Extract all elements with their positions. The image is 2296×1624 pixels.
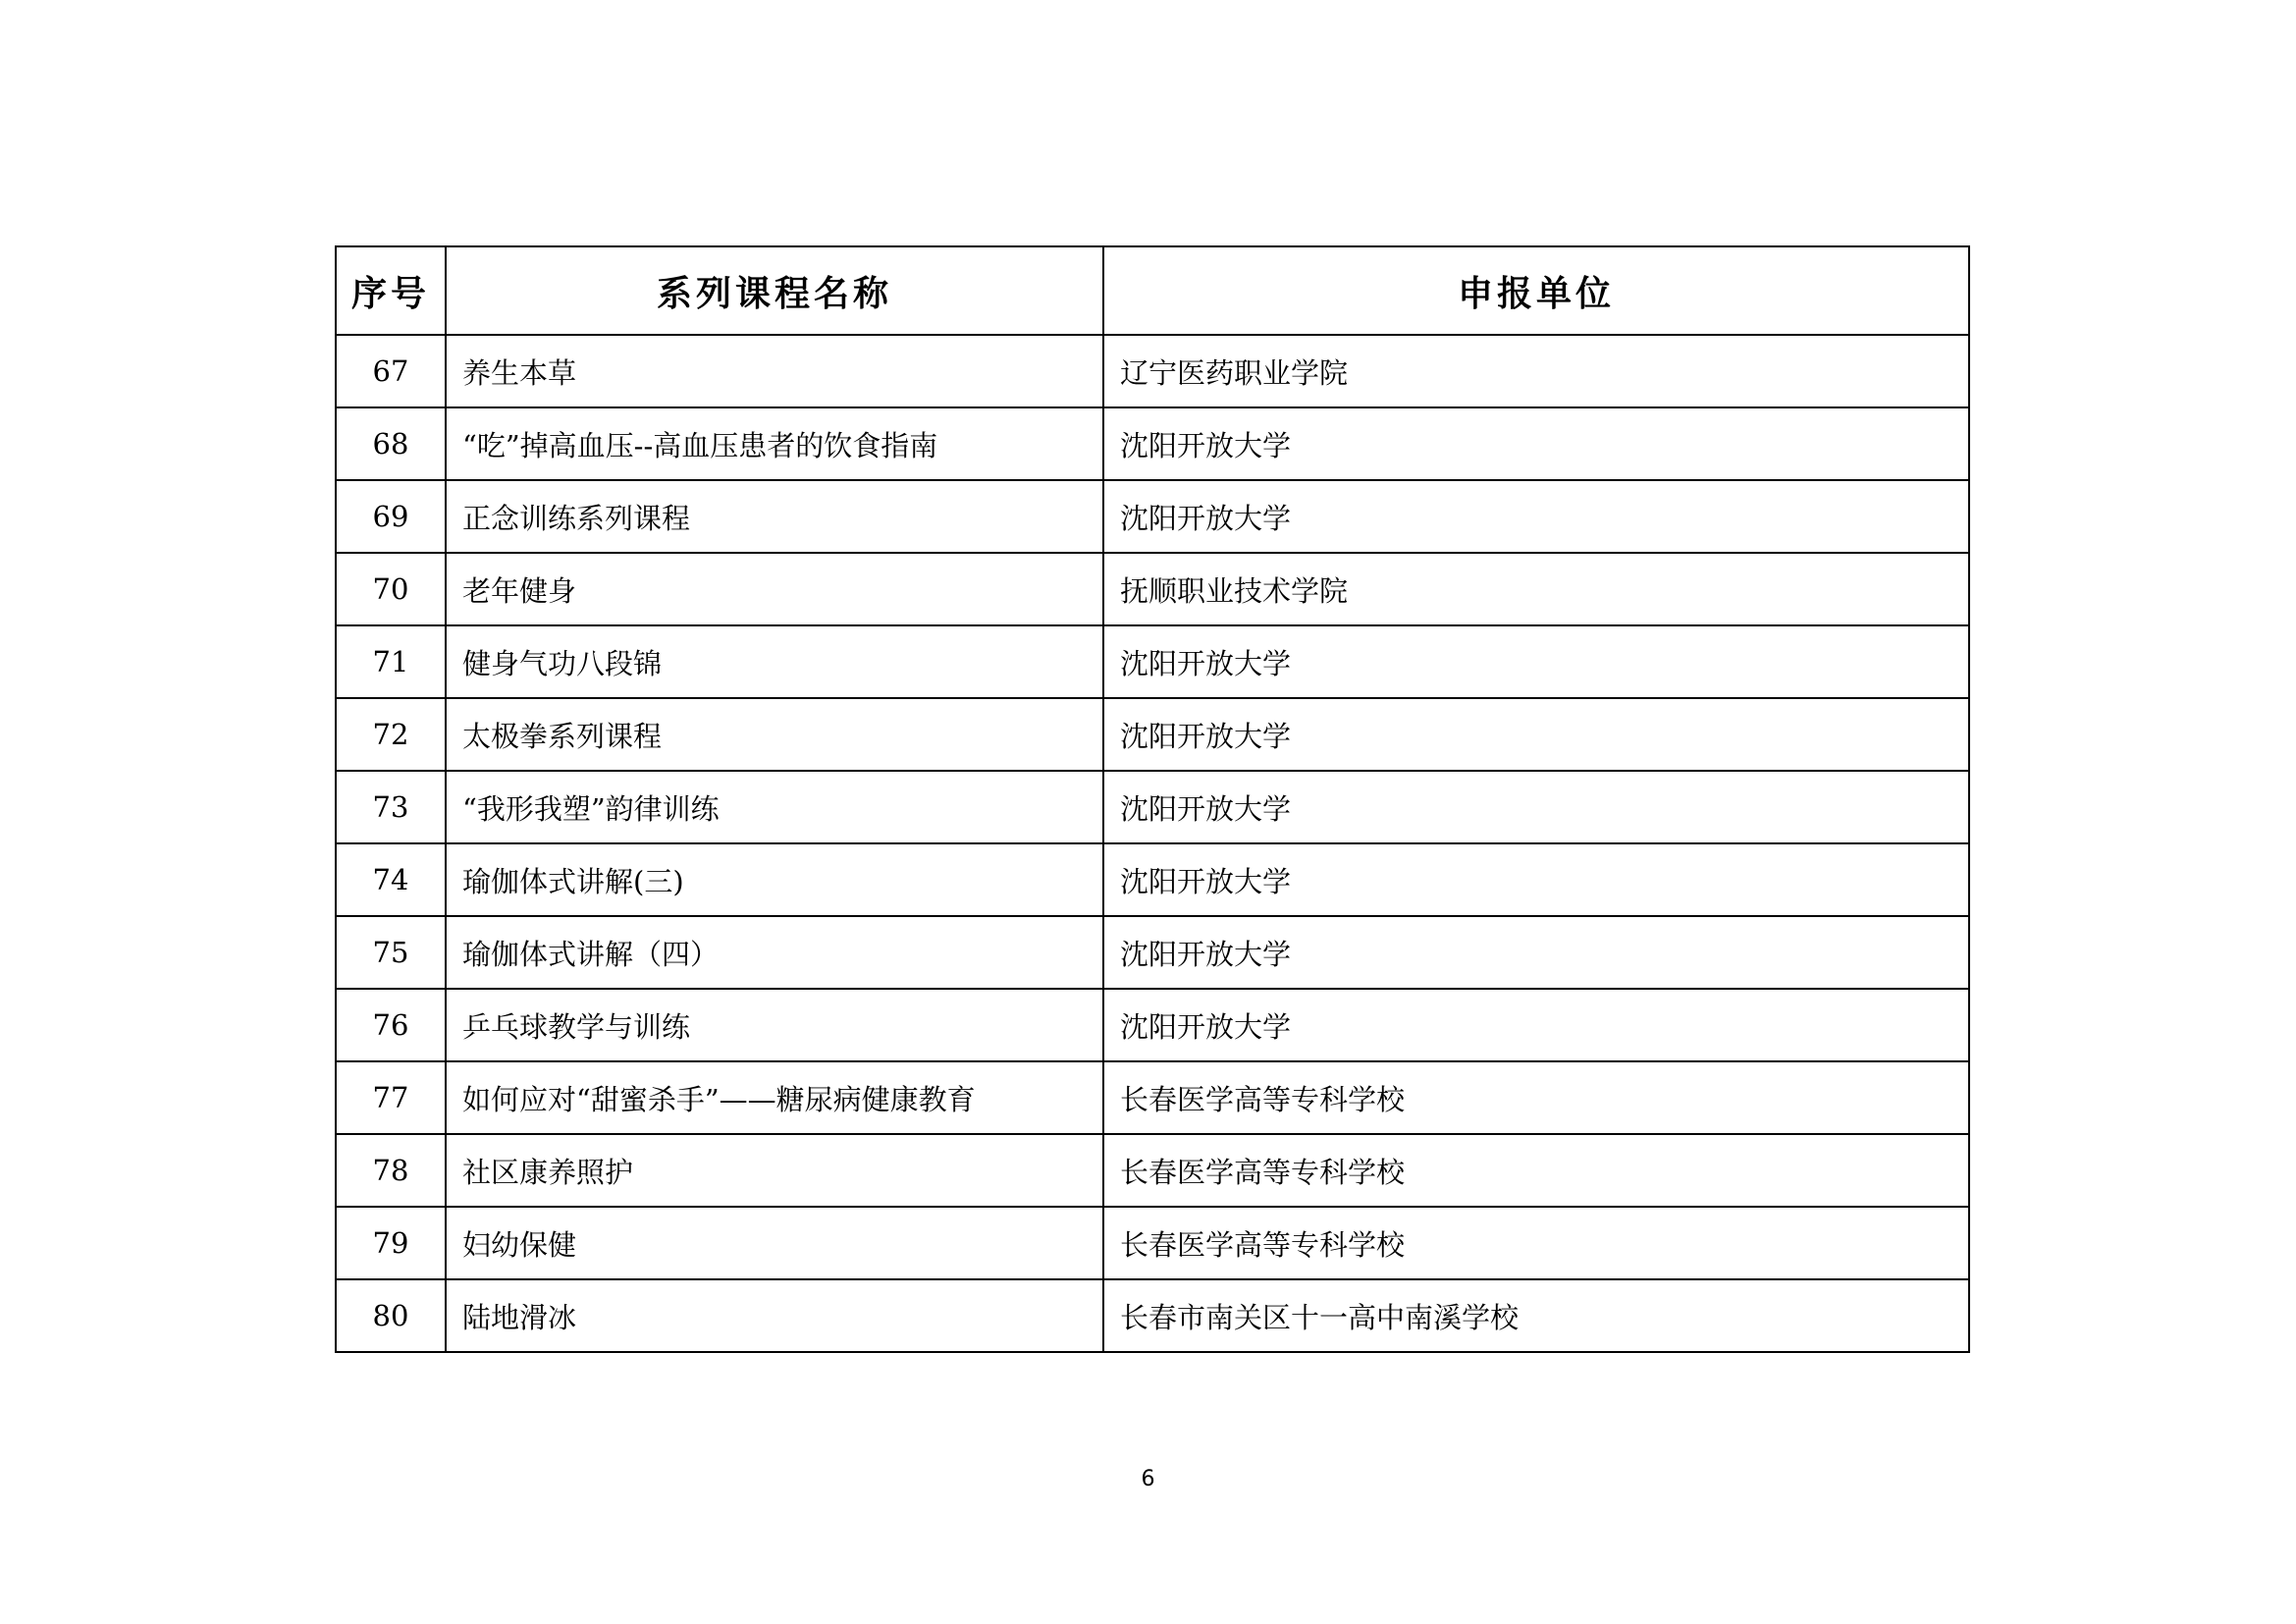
table-row xyxy=(336,843,1969,916)
table-header-row xyxy=(336,246,1969,335)
table-row xyxy=(336,335,1969,407)
table-row xyxy=(336,625,1969,698)
row-serial-number: 79 xyxy=(336,1207,446,1279)
table-row xyxy=(336,698,1969,771)
row-course-name: 正念训练系列课程 xyxy=(446,480,1103,553)
row-applicant-unit: 长春医学高等专科学校 xyxy=(1103,1207,1969,1279)
table-row xyxy=(336,1134,1969,1207)
row-course-name: 如何应对“甜蜜杀手”——糖尿病健康教育 xyxy=(446,1061,1103,1134)
table-row xyxy=(336,1061,1969,1134)
row-course-name: “我形我塑”韵律训练 xyxy=(446,771,1103,843)
row-applicant-unit: 辽宁医药职业学院 xyxy=(1103,335,1969,407)
row-course-name: 妇幼保健 xyxy=(446,1207,1103,1279)
row-applicant-unit: 沈阳开放大学 xyxy=(1103,698,1969,771)
page-number: 6 xyxy=(1141,1467,1155,1491)
row-course-name: 健身气功八段锦 xyxy=(446,625,1103,698)
row-serial-number: 69 xyxy=(336,480,446,553)
row-applicant-unit: 沈阳开放大学 xyxy=(1103,771,1969,843)
row-applicant-unit: 沈阳开放大学 xyxy=(1103,480,1969,553)
table-row xyxy=(336,916,1969,989)
row-course-name: 陆地滑冰 xyxy=(446,1279,1103,1352)
row-course-name: 社区康养照护 xyxy=(446,1134,1103,1207)
row-applicant-unit: 沈阳开放大学 xyxy=(1103,916,1969,989)
row-applicant-unit: 长春医学高等专科学校 xyxy=(1103,1061,1969,1134)
row-course-name: 瑜伽体式讲解(三) xyxy=(446,843,1103,916)
table-row xyxy=(336,553,1969,625)
row-applicant-unit: 沈阳开放大学 xyxy=(1103,625,1969,698)
table-row xyxy=(336,771,1969,843)
header-serial-number: 序号 xyxy=(336,246,446,335)
row-course-name: 太极拳系列课程 xyxy=(446,698,1103,771)
table-body xyxy=(336,335,1969,1352)
row-serial-number: 68 xyxy=(336,407,446,480)
row-serial-number: 80 xyxy=(336,1279,446,1352)
header-applicant-unit: 申报单位 xyxy=(1103,246,1969,335)
row-serial-number: 75 xyxy=(336,916,446,989)
row-serial-number: 74 xyxy=(336,843,446,916)
course-table xyxy=(335,245,1970,1353)
row-applicant-unit: 沈阳开放大学 xyxy=(1103,407,1969,480)
row-serial-number: 67 xyxy=(336,335,446,407)
row-applicant-unit: 长春医学高等专科学校 xyxy=(1103,1134,1969,1207)
row-course-name: 瑜伽体式讲解（四） xyxy=(446,916,1103,989)
table-row xyxy=(336,1279,1969,1352)
row-course-name: 乒乓球教学与训练 xyxy=(446,989,1103,1061)
row-applicant-unit: 沈阳开放大学 xyxy=(1103,989,1969,1061)
row-serial-number: 78 xyxy=(336,1134,446,1207)
row-serial-number: 76 xyxy=(336,989,446,1061)
row-serial-number: 70 xyxy=(336,553,446,625)
row-serial-number: 72 xyxy=(336,698,446,771)
table-row xyxy=(336,1207,1969,1279)
row-applicant-unit: 抚顺职业技术学院 xyxy=(1103,553,1969,625)
header-course-name: 系列课程名称 xyxy=(446,246,1103,335)
row-serial-number: 71 xyxy=(336,625,446,698)
row-serial-number: 77 xyxy=(336,1061,446,1134)
row-applicant-unit: 沈阳开放大学 xyxy=(1103,843,1969,916)
row-course-name: “吃”掉高血压--高血压患者的饮食指南 xyxy=(446,407,1103,480)
table-row xyxy=(336,480,1969,553)
row-serial-number: 73 xyxy=(336,771,446,843)
table-row xyxy=(336,407,1969,480)
row-course-name: 老年健身 xyxy=(446,553,1103,625)
table-row xyxy=(336,989,1969,1061)
row-applicant-unit: 长春市南关区十一高中南溪学校 xyxy=(1103,1279,1969,1352)
row-course-name: 养生本草 xyxy=(446,335,1103,407)
